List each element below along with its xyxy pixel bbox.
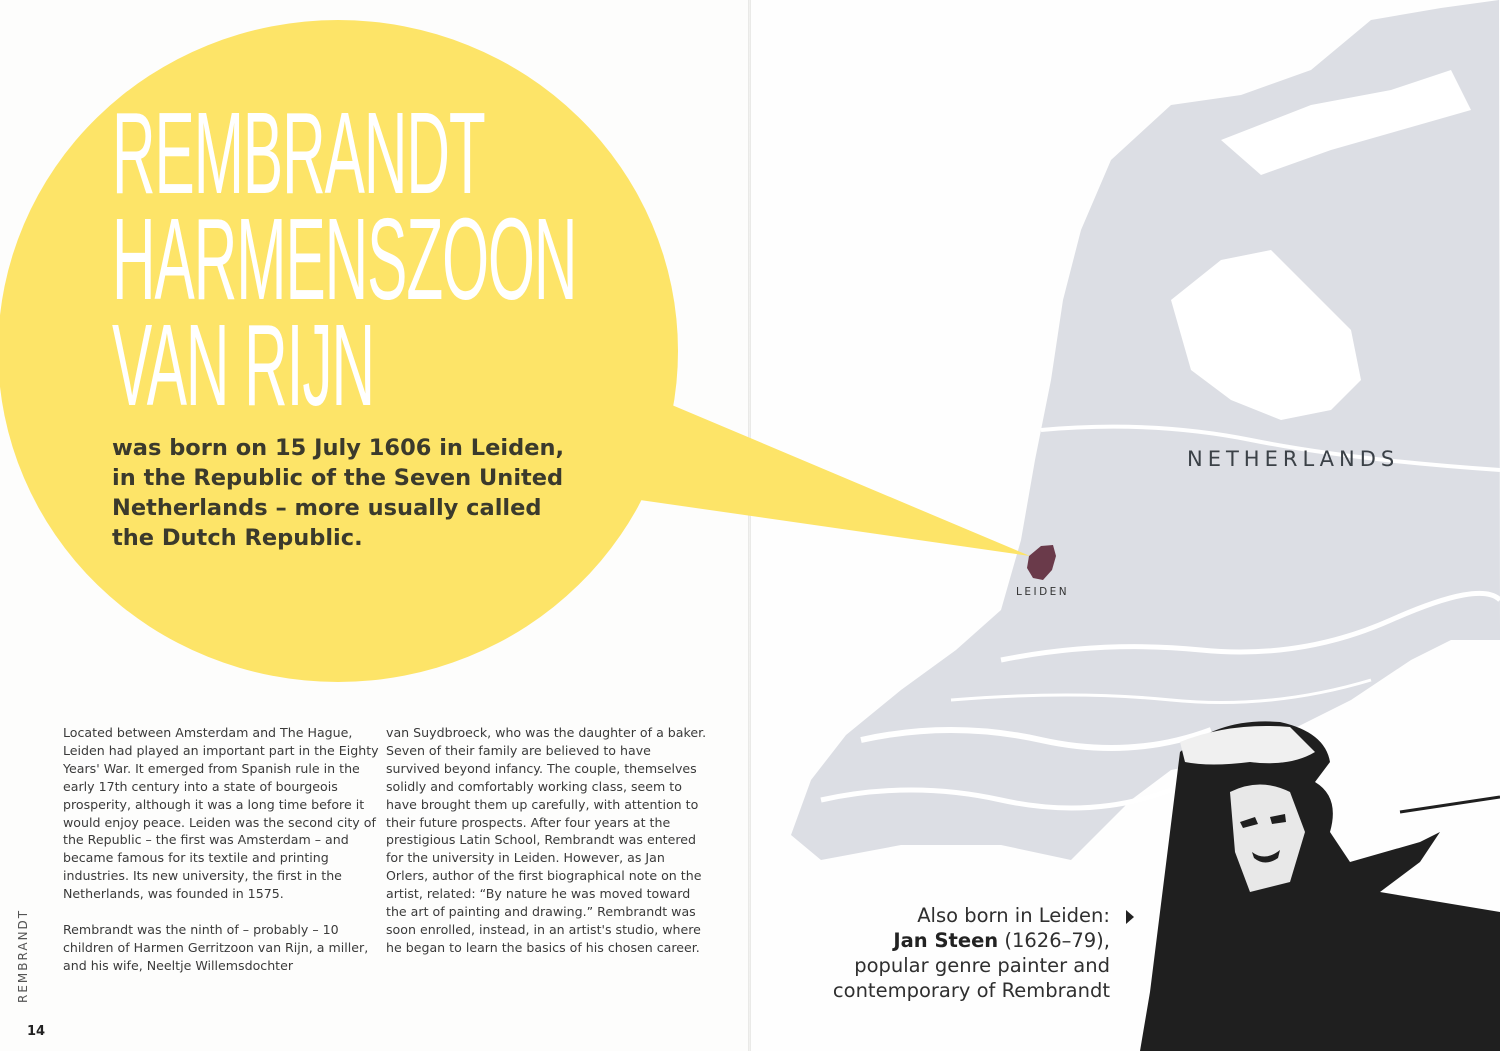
page-title (112, 88, 577, 430)
book-gutter (748, 0, 751, 1051)
paragraph: Rembrandt was the ninth of – probably – 10 children of Harmen Gerritzoon van Rijn, a miller, and his wife, Neeltje Willemsdochter (63, 921, 369, 973)
body-column-1 (63, 724, 385, 975)
running-head: REMBRANDT (16, 908, 30, 1003)
caption-line: contemporary of Rembrandt (832, 979, 1110, 1002)
caption-name: Jan Steen (893, 929, 999, 952)
caption-line (780, 928, 1110, 953)
caption-line: Also born in Leiden: (917, 904, 1110, 927)
jan-steen-portrait-image (1140, 712, 1500, 1051)
body-column-2 (386, 724, 708, 957)
title-line: VAN RIJN (112, 300, 375, 430)
sidebar-caption (780, 903, 1110, 1003)
city-label: LEIDEN (1016, 586, 1070, 598)
page-number: 14 (27, 1024, 46, 1039)
caption-line: popular genre painter and (854, 954, 1110, 977)
title-line: REMBRANDT (112, 88, 485, 218)
caption-arrow-icon (1126, 910, 1134, 924)
intro-text: was born on 15 July 1606 in Leiden, in the Republic of the Seven United Netherlands – more usually called the Dutch Republic. (112, 435, 565, 551)
country-label: NETHERLANDS (1187, 447, 1400, 471)
paragraph: Located between Amsterdam and The Hague, Leiden had played an important part in the Eighty Years' War. It emerged from Spanish rule in the early 17th century into a state of bourgeois prosperity, although it was a long time before it would enjoy peace. Leiden was the second city of the Republic – the first was Amsterdam – and became famous for its textile and printing industries. Its new university, the first in the Netherlands, was founded in 1575. (63, 725, 379, 902)
caption-dates: (1626–79), (998, 929, 1110, 952)
paragraph: van Suydbroeck, who was the daughter of a baker. Seven of their family are believed to have survived beyond infancy. The couple, themselves solidly and comfortably working class, seem to have brought them up carefully, with attention to their future prospects. After four years at the prestigious Latin School, Rembrandt was entered for the university in Leiden. However, as Jan Orlers, author of the first biographical note on the artist, related: “By nature he was moved toward the art of painting and drawing.” Rembrandt was soon enrolled, instead, in an artist's studio, where he began to learn the basics of his chosen career. (386, 725, 707, 955)
title-line: HARMENSZOON (112, 194, 577, 324)
